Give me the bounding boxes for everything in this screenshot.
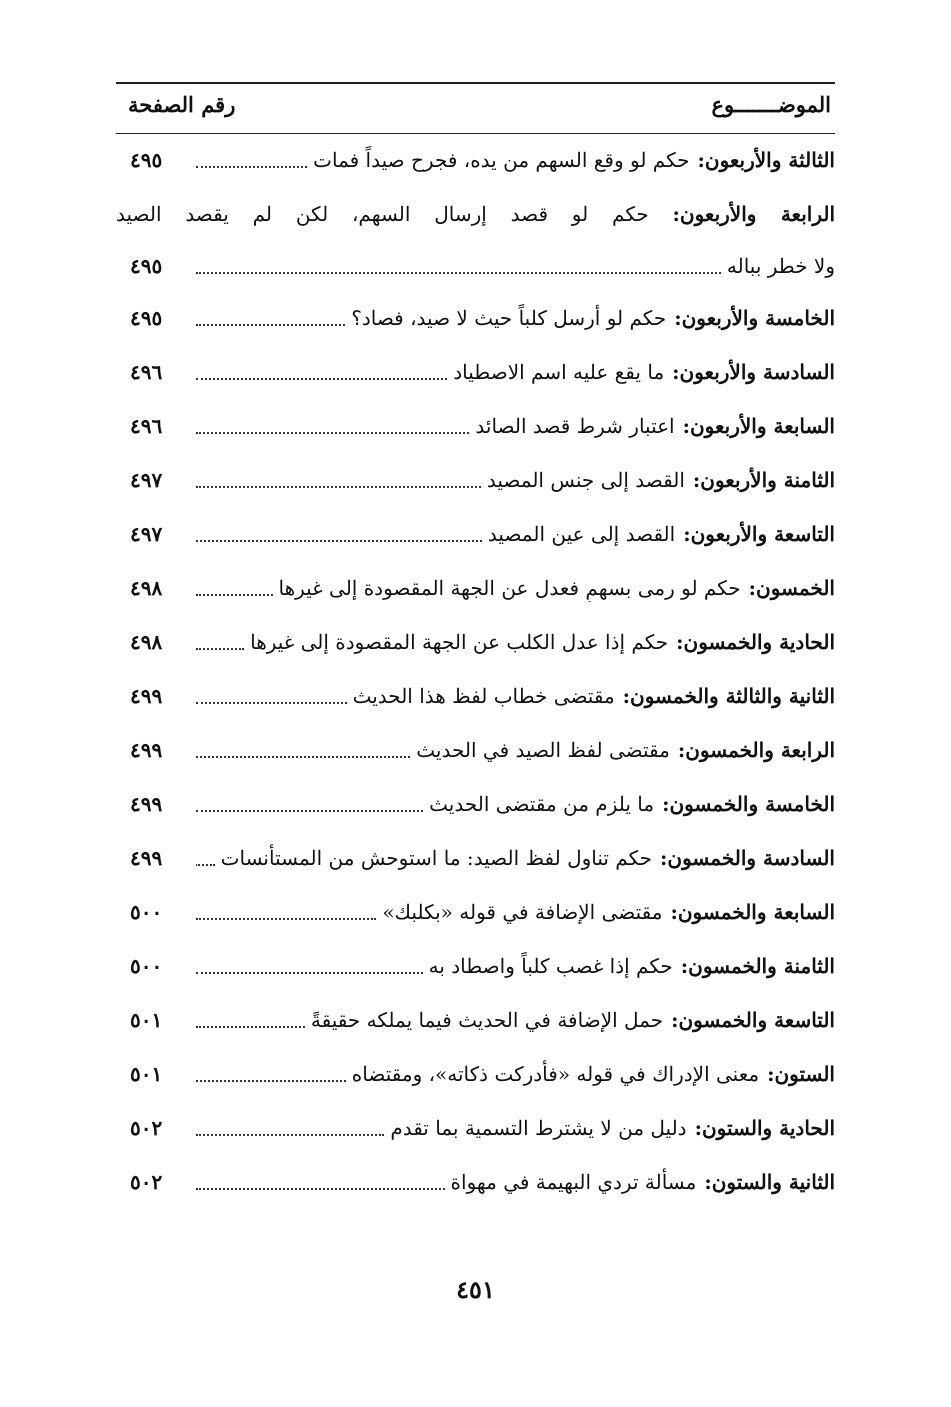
entry-label: الرابعة والأربعون:: [672, 202, 835, 226]
entry-page: ٤٩٦: [130, 414, 163, 438]
list-item: [116, 730, 835, 784]
entry-page: ٥٠٠: [130, 954, 163, 978]
leader-dots: [196, 918, 376, 920]
entry-title: ما يلزم من مقتضى الحديث: [429, 792, 655, 816]
header-rule: [116, 133, 835, 134]
entry-title: حكم لو وقع السهم من يده، فجرح صيداً فمات: [313, 148, 690, 172]
leader-dots: [196, 1188, 445, 1190]
entry-label: السابعة والخمسون:: [670, 900, 835, 924]
entry-title: اعتبار شرط قصد الصائد: [475, 414, 675, 438]
entry-label: التاسعة والخمسون:: [671, 1008, 835, 1032]
entry-title: مقتضى لفظ الصيد في الحديث: [416, 738, 670, 762]
list-item: [116, 352, 835, 406]
list-item: [116, 298, 835, 352]
list-item: [116, 622, 835, 676]
leader-dots: [196, 702, 347, 704]
entry-page: ٤٩٨: [130, 630, 163, 654]
entry-page: ٤٩٥: [130, 306, 163, 330]
leader-dots: [196, 378, 447, 380]
entry-title: حكم لو رمى بسهمٍ فعدل عن الجهة المقصودة إلى غيرها: [278, 576, 741, 600]
entry-label: التاسعة والأربعون:: [683, 522, 835, 546]
entry-page: ٤٩٩: [130, 846, 163, 870]
list-item: [116, 1108, 835, 1162]
entry-page: ٤٩٨: [130, 576, 163, 600]
entry-label: الحادية والخمسون:: [676, 630, 835, 654]
entry-label: الثانية والستون:: [704, 1170, 835, 1194]
entry-page: ٥٠٢: [130, 1170, 163, 1194]
list-item: [116, 406, 835, 460]
entry-title: حكم لو أرسل كلباً حيث لا صيد، فصاد؟: [351, 306, 667, 330]
entry-page: ٥٠٢: [130, 1116, 163, 1140]
contents-list: [116, 140, 835, 1216]
leader-dots: [196, 810, 423, 812]
leader-dots: [196, 1080, 346, 1082]
entry-page: ٤٩٥: [130, 148, 163, 172]
entry-title: القصد إلى جنس المصيد: [486, 468, 685, 492]
leader-dots: [196, 1026, 305, 1028]
leader-dots: [196, 972, 423, 974]
list-item: [116, 568, 835, 622]
leader-dots: [196, 648, 244, 650]
leader-dots: [196, 272, 721, 274]
entry-page: ٥٠١: [130, 1062, 163, 1086]
table-header: [116, 92, 835, 128]
entry-label: الحادية والستون:: [694, 1116, 835, 1140]
entry-title: مقتضى الإضافة في قوله «بكلبك»: [382, 900, 663, 924]
leader-dots: [196, 486, 481, 488]
entry-page: ٥٠١: [130, 1008, 163, 1032]
list-item: [116, 194, 835, 298]
entry-label: السابعة والأربعون:: [682, 414, 835, 438]
entry-page: ٥٠٠: [130, 900, 163, 924]
list-item: [116, 460, 835, 514]
entry-label: الثانية والثالثة والخمسون:: [622, 684, 835, 708]
entry-title: حكم لو قصد إرسال السهم، لكن لم يقصد الصيد: [116, 202, 649, 226]
top-rule: [116, 82, 835, 84]
entry-label: الستون:: [767, 1062, 835, 1086]
leader-dots: [196, 540, 482, 542]
entry-label: الخامسة والأربعون:: [674, 306, 835, 330]
entry-title: دليل من لا يشترط التسمية بما تقدم: [390, 1116, 687, 1140]
leader-dots: [196, 756, 410, 758]
entry-label: الثامنة والأربعون:: [692, 468, 835, 492]
list-item: [116, 946, 835, 1000]
entry-page: ٤٩٦: [130, 360, 163, 384]
list-item: [116, 140, 835, 194]
leader-dots: [196, 864, 215, 866]
leader-dots: [196, 594, 273, 596]
entry-page: ٤٩٩: [130, 684, 163, 708]
list-item: [116, 676, 835, 730]
leader-dots: [196, 166, 307, 168]
list-item: [116, 1054, 835, 1108]
topic-column-heading: الموضـــــــوع: [711, 92, 831, 117]
entry-title: حكم تناول لفظ الصيد: ما استوحش من المستأنسات: [220, 846, 653, 870]
list-item: [116, 514, 835, 568]
entry-label: الخمسون:: [748, 576, 835, 600]
entry-title: مسألة تردي البهيمة في مهواة: [450, 1170, 697, 1194]
entry-page: ٤٩٩: [130, 792, 163, 816]
page-number: ٤٥١: [456, 1275, 495, 1304]
entry-title-continued: ولا خطر بباله: [726, 254, 835, 278]
list-item: [116, 784, 835, 838]
entry-title: حكم إذا غصب كلباً واصطاد به: [428, 954, 673, 978]
entry-label: السادسة والأربعون:: [672, 360, 835, 384]
entry-title: ما يقع عليه اسم الاصطياد: [453, 360, 665, 384]
entry-label: الرابعة والخمسون:: [677, 738, 835, 762]
entry-label: الثالثة والأربعون:: [697, 148, 835, 172]
entry-title: حمل الإضافة في الحديث فيما يملكه حقيقةً: [310, 1008, 664, 1032]
entry-label: الخامسة والخمسون:: [662, 792, 835, 816]
page-number-column-heading: رقم الصفحة: [128, 92, 236, 117]
entry-title: القصد إلى عين المصيد: [487, 522, 676, 546]
entry-label: الثامنة والخمسون:: [680, 954, 835, 978]
entry-page: ٤٩٧: [130, 522, 163, 546]
entry-title: حكم إذا عدل الكلب عن الجهة المقصودة إلى غيرها: [250, 630, 669, 654]
list-item: [116, 1000, 835, 1054]
entry-title: معنى الإدراك في قوله «فأدركت ذكاته»، ومقتضاه: [351, 1062, 760, 1086]
list-item: [116, 1162, 835, 1216]
leader-dots: [196, 1134, 384, 1136]
list-item: [116, 838, 835, 892]
entry-title: مقتضى خطاب لفظ هذا الحديث: [352, 684, 615, 708]
entry-page: ٤٩٥: [130, 254, 163, 278]
entry-label: السادسة والخمسون:: [660, 846, 835, 870]
entry-page: ٤٩٩: [130, 738, 163, 762]
leader-dots: [196, 432, 469, 434]
list-item: [116, 892, 835, 946]
leader-dots: [196, 324, 345, 326]
entry-page: ٤٩٧: [130, 468, 163, 492]
